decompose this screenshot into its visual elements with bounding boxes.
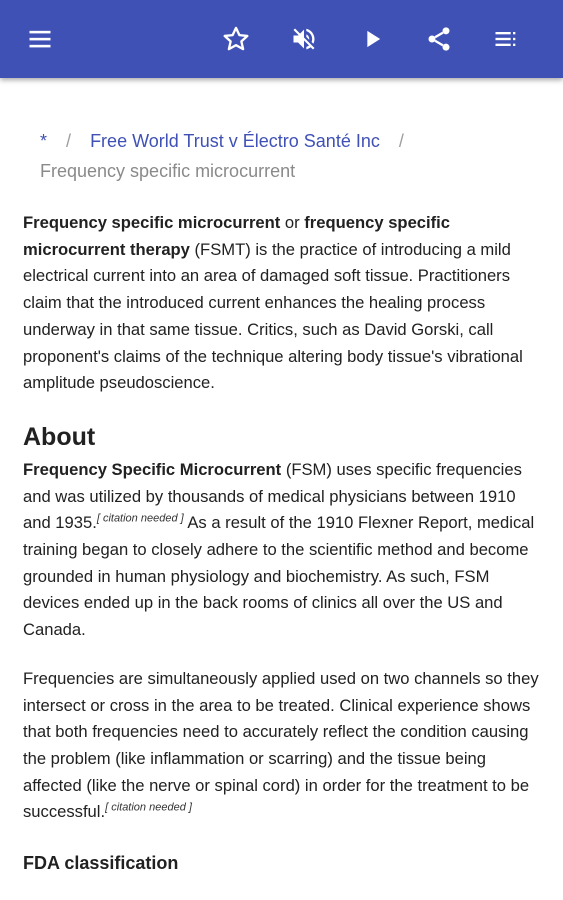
about-text-a: (FSM) uses specific frequencies and was utilized by thousands of medical physicians between 1910 and 1935. — [23, 459, 522, 533]
section-heading-about: About — [23, 422, 96, 451]
about-term: Frequency Specific Microcurrent — [23, 459, 282, 479]
breadcrumb-current: Frequency specific microcurrent — [40, 161, 296, 181]
breadcrumb-home-link[interactable]: * — [40, 131, 48, 151]
share-icon[interactable] — [423, 23, 455, 55]
about-text-b: As a result of the 1910 Flexner Report, medical training began to closely adhere to the scientific method and become grounded in human physiology and biochemistry. As such, FSM devices ended up in the back rooms of clinics all over the US and Canada. — [23, 513, 535, 640]
breadcrumb-separator: / — [66, 131, 72, 151]
intro-text: (FSMT) is the practice of introducing a mild electrical current into an area of damaged soft tissue. Practitioners claim that the introduced current enhances the healing process underway in that same tissue. Critics, such as David Gorski, call proponent's claims of the technique altering body tissue's vibrational amplitude pseudoscience. — [23, 239, 523, 393]
intro-paragraph — [23, 210, 543, 397]
app-toolbar — [0, 0, 563, 78]
about-paragraph-1 — [23, 457, 543, 644]
intro-or: or — [280, 213, 305, 232]
citation-needed-link[interactable]: [ citation needed ] — [96, 512, 184, 525]
article-content — [23, 210, 543, 878]
menu-icon[interactable] — [24, 23, 56, 55]
breadcrumb-separator: / — [398, 131, 404, 151]
citation-needed-link[interactable]: [ citation needed ] — [105, 801, 192, 814]
about-paragraph-2 — [23, 666, 543, 826]
section-heading-fda: FDA classification — [23, 853, 179, 874]
intro-term: Frequency specific microcurrent — [23, 213, 281, 232]
breadcrumb — [40, 126, 540, 186]
star-outline-icon[interactable] — [220, 23, 252, 55]
volume-off-icon[interactable] — [288, 23, 320, 55]
table-of-contents-icon[interactable] — [490, 23, 522, 55]
play-icon[interactable] — [356, 23, 388, 55]
breadcrumb-parent-link[interactable]: Free World Trust v Électro Santé Inc — [90, 131, 380, 151]
intro-term-therapy: frequency specific microcurrent therapy — [23, 213, 450, 259]
about-text-2: Frequencies are simultaneously applied used on two channels so they intersect or cross in the area to be treated. Clinical experience shows that both frequencies need to accurately reflect the condition causing the problem (like inflammation or scarring) and the tissue being affected (like the nerve or spinal cord) in order for the treatment to be successful. — [23, 668, 539, 822]
